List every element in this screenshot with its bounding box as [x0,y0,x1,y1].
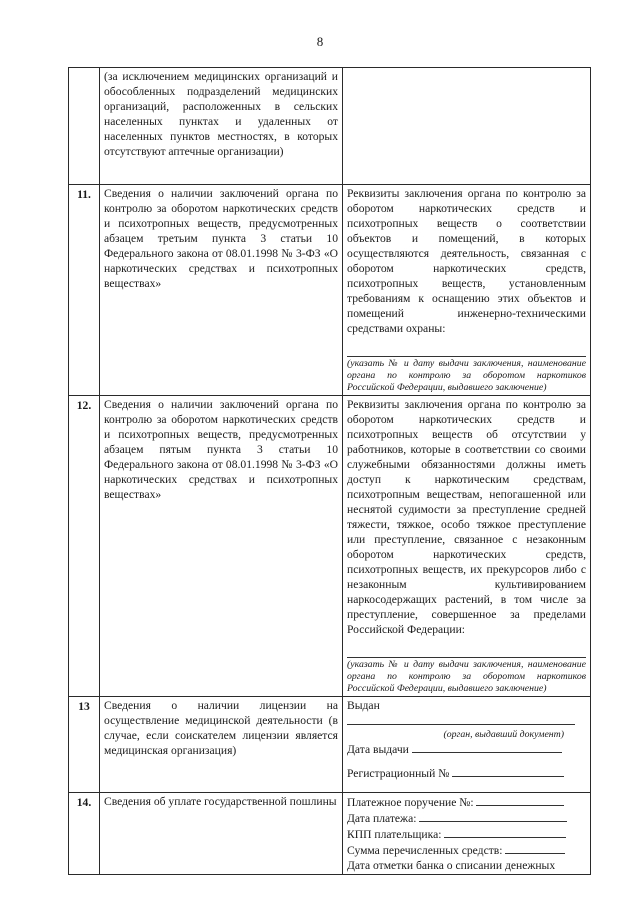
table-row [69,793,591,875]
row-value: Реквизиты заключения органа по контролю за оборотом наркотических средств и психотропных веществ о соответствии объектов и помещений, в которых осуществляются деятельность, связанная с оборотом наркотических средств, психотропных веществ, установленным требованиям к оснащению этих объектов и помещений инженерно-техническими средствами охраны: [347,187,586,335]
row-label: Сведения об уплате государственной пошлины [100,793,343,875]
row-label: Сведения о наличии заключений органа по контролю за оборотом наркотических средств и психотропных веществ, предусмотренных абзацем пятым пункта 3 статьи 10 Федерального закона от 08.01.1998 № 3-ФЗ «О наркотических средствах и психотропных веществах» [100,396,343,697]
table-row [69,68,591,185]
row-number: 11. [69,185,100,396]
conclusion-details-field[interactable] [347,342,586,357]
payment-order-input[interactable] [476,794,564,806]
row-label: Сведения о наличии заключений органа по контролю за оборотом наркотических средств и психотропных веществ, предусмотренных абзацем третьим пункта 3 статьи 10 Федерального закона от 08.01.1998 № 3-ФЗ «О наркотических средствах и психотропных веществах» [100,185,343,396]
license-application-table [68,67,591,875]
payment-date-input[interactable] [419,810,567,822]
row-value-cell [343,396,591,697]
reg-number-input[interactable] [452,765,564,777]
amount-label: Сумма перечисленных средств: [347,844,503,857]
table-row [69,396,591,697]
payment-date-label: Дата платежа: [347,812,417,825]
payment-order-label: Платежное поручение №: [347,796,474,809]
amount-input[interactable] [505,842,565,854]
kpp-label: КПП плательщика: [347,828,442,841]
license-fields-cell [343,697,591,793]
issued-by-input-row [347,713,586,729]
bank-mark-field [347,858,586,873]
amount-field [347,842,586,858]
field-hint: (указать № и дату выдачи заключения, наименование органа по контролю за оборотом наркотиков Российской Федерации, выдавшего заключение) [347,659,586,694]
payment-fields-cell [343,793,591,875]
row-value [343,68,591,185]
issue-date-field [347,741,586,757]
conclusion-details-field[interactable] [347,643,586,658]
row-number: 14. [69,793,100,875]
bank-mark-label: Дата отметки банка о списании денежных [347,859,556,872]
issued-by-input[interactable] [347,713,575,725]
issued-label: Выдан [347,699,380,712]
row-number: 13 [69,697,100,793]
reg-number-label: Регистрационный № [347,767,450,780]
reg-number-field [347,765,586,781]
issue-date-input[interactable] [412,741,562,753]
field-hint: (указать № и дату выдачи заключения, наименование органа по контролю за оборотом наркотиков Российской Федерации, выдавшего заключение) [347,358,586,393]
row-value-cell [343,185,591,396]
row-number: 12. [69,396,100,697]
issued-by-field [347,698,586,713]
payment-order-field [347,794,586,810]
issued-hint: (орган, выдавший документ) [443,729,564,740]
row-number [69,68,100,185]
page-number: 8 [316,34,324,49]
row-value: Реквизиты заключения органа по контролю за оборотом наркотических средств и психотропных веществ об отсутствии у работников, которые в соответствии со своими служебными обязанностями должны иметь доступ к наркотическим средствам, психотропным веществам, непогашенной или неснятой судимости за преступление средней тяжести, тяжкое, особо тяжкое преступление или преступление, связанное с незаконным оборотом наркотических средств, психотропных веществ, их прекурсоров либо с незаконным культивированием наркосодержащих растений, в том числе за преступление, совершенное за пределами Российской Федерации: [347,398,586,636]
kpp-input[interactable] [444,826,566,838]
row-label: (за исключением медицинских организаций и обособленных подразделений медицинских организаций, расположенных в сельских населенных пунктах и удаленных от населенных пунктов местностях, в которых отсутствуют аптечные организации) [100,68,343,185]
payment-date-field [347,810,586,826]
issue-date-label: Дата выдачи [347,743,409,756]
table-row [69,185,591,396]
kpp-field [347,826,586,842]
table-row [69,697,591,793]
row-label: Сведения о наличии лицензии на осуществление медицинской деятельности (в случае, если соискателем лицензии является медицинская организация) [100,697,343,793]
